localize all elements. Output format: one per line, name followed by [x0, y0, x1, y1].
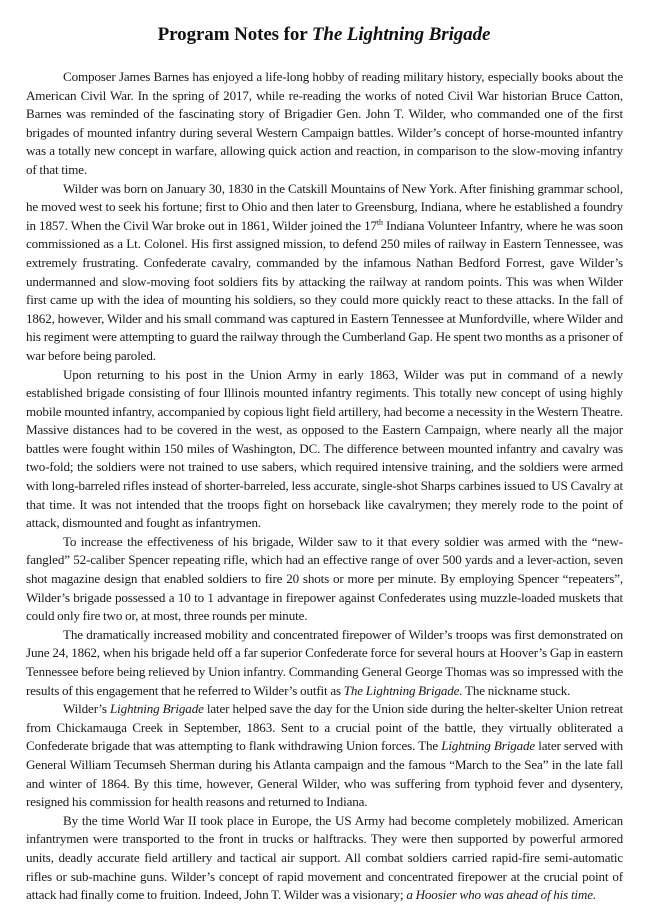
paragraph-conclusion: [26, 812, 623, 905]
title-prefix: Program Notes for: [157, 24, 312, 45]
paragraph-text: Upon returning to his post in the Union Army in early 1863, Wilder was put in command of a newly established brigade consisting of four Illinois mounted infantry regiments. This totally new concept of using highly mobile mounted infantry, accompanied by copious light field artillery, had become a necessity in the Western Theatre. Massive distances had to be covered in the west, as opposed to the Eastern Campaign, where nearly all the major battles were fought within 150 miles of Washington, DC. The difference between mounted infantry and cavalry was two-fold; the soldiers were not trained to use sabers, which required intensive training, and the soldiers were armed with long-barreled rifles instead of shorter-barreled, less accurate, single-shot Sharps carbines issued to US Cavalry at that time. It was not intended that the troops fight on horseback like cavalrymen; they merely rode to the point of attack, dismounted and fought as infantrymen.: [26, 366, 623, 531]
paragraph-mounted-infantry: [26, 366, 623, 533]
italic-work-name: Lightning Brigade: [109, 701, 204, 717]
paragraph-hoovers-gap: [26, 626, 623, 700]
paragraph-spencer-rifle: [26, 533, 623, 626]
paragraph-text: Composer James Barnes has enjoyed a life-long hobby of reading military history, especially books about the American Civil War. In the spring of 2017, while re-reading the works of noted Civil War historian Bruce Catton, Barnes was reminded of the fascinating story of Brigadier Gen. John T. Wilder, who commanded one of the first brigades of mounted infantry during several Western Campaign battles. Wilder’s concept of horse-mounted infantry was a totally new concept in warfare, allowing quick action and reaction, in comparison to the slow-moving infantry of that time.: [26, 69, 623, 177]
paragraph-text: later helped save the day for the Union side during the helter-skelter Union retreat from Chickamauga Creek in September, 1863. Sent to a crucial point of the battle, they virtually obliterated a Confederate brigade that was attempting to flank withdrawing Union forces. The: [26, 701, 624, 754]
paragraph-text: By the time World War II took place in Europe, the US Army had become completely mobilized. American infantrymen were transported to the front in trucks or halftracks. They were then supported by powerful armored units, deadly accurate field artillery and tactical air support. All combat soldiers carried rapid-fire semi-automatic rifles or sub-machine guns. Wilder’s concept of rapid movement and concentrated firepower at the crucial point of attack had finally come to fruition. Indeed, John T. Wilder was a visionary;: [26, 812, 623, 903]
paragraph-early-life: [26, 180, 623, 366]
italic-work-name: The Lightning Brigade.: [343, 682, 463, 698]
title-work-name: The Lightning Brigade: [311, 24, 491, 45]
paragraph-intro: [26, 68, 623, 180]
article-body: [26, 68, 623, 905]
paragraph-text: Wilder was born on January 30, 1830 in the Catskill Mountains of New York. After finishing grammar school, he moved west to seek his fortune; first to Ohio and then later to Greensburg, Indiana, where he established a foundry in 1857. When the Civil War broke out in 1861, Wilder joined the 17: [26, 180, 623, 233]
paragraph-text: The dramatically increased mobility and concentrated firepower of Wilder’s troops was first demonstrated on June 24, 1862, when his brigade held off a far superior Confederate force for several hours at Hoover’s Gap in eastern Tennessee before being relieved by Union infantry. Commanding General George Thomas was so impressed with the results of this engagement that he referred to Wilder’s outfit as: [26, 626, 623, 698]
italic-closing-phrase: a Hoosier who was ahead of his time.: [406, 887, 597, 903]
page-title: [0, 24, 648, 46]
paragraph-text: The nickname stuck.: [462, 682, 571, 698]
italic-work-name: Lightning Brigade: [441, 738, 536, 754]
paragraph-text: To increase the effectiveness of his brigade, Wilder saw to it that every soldier was armed with the “new-fangled” 52-caliber Spencer repeating rifle, which had an effective range of over 500 yards and a lever-action, seven shot magazine design that enabled soldiers to fire 20 shots or more per minute. By employing Spencer “repeaters”, Wilder’s brigade possessed a 10 to 1 advantage in firepower against Confederates using muzzle-loaded muskets that could only fire two or, at most, three rounds per minute.: [26, 533, 623, 624]
paragraph-text: Wilder’s: [63, 701, 110, 717]
paragraph-text: Indiana Volunteer Infantry, where he was soon commissioned as a Lt. Colonel. His first assigned mission, to defend 250 miles of railway in Eastern Tennessee, was extremely frustrating. Confederate cavalry, commanded by the infamous Nathan Bedford Forrest, gave Wilder’s undermanned and slow-moving foot soldiers fits by attacking the railway at random points. This was when Wilder first came up with the idea of mounting his soldiers, so they could more quickly react to these attacks. In the fall of 1862, however, Wilder and his small command was captured in Eastern Tennessee at Munfordville, where Wilder and his regiment were attempting to guard the railway through the Cumberland Gap. He spent two months as a prisoner of war before being paroled.: [26, 217, 623, 363]
ordinal-superscript: th: [376, 217, 383, 227]
paragraph-text: later served with General William Tecumseh Sherman during his Atlanta campaign and the famous “March to the Sea” in the late fall and winter of 1864. By this time, however, General Wilder, who was suffering from typhoid fever and dysentery, resigned his commission for health reasons and returned to Indiana.: [26, 738, 624, 810]
paragraph-chickamauga: [26, 700, 623, 812]
